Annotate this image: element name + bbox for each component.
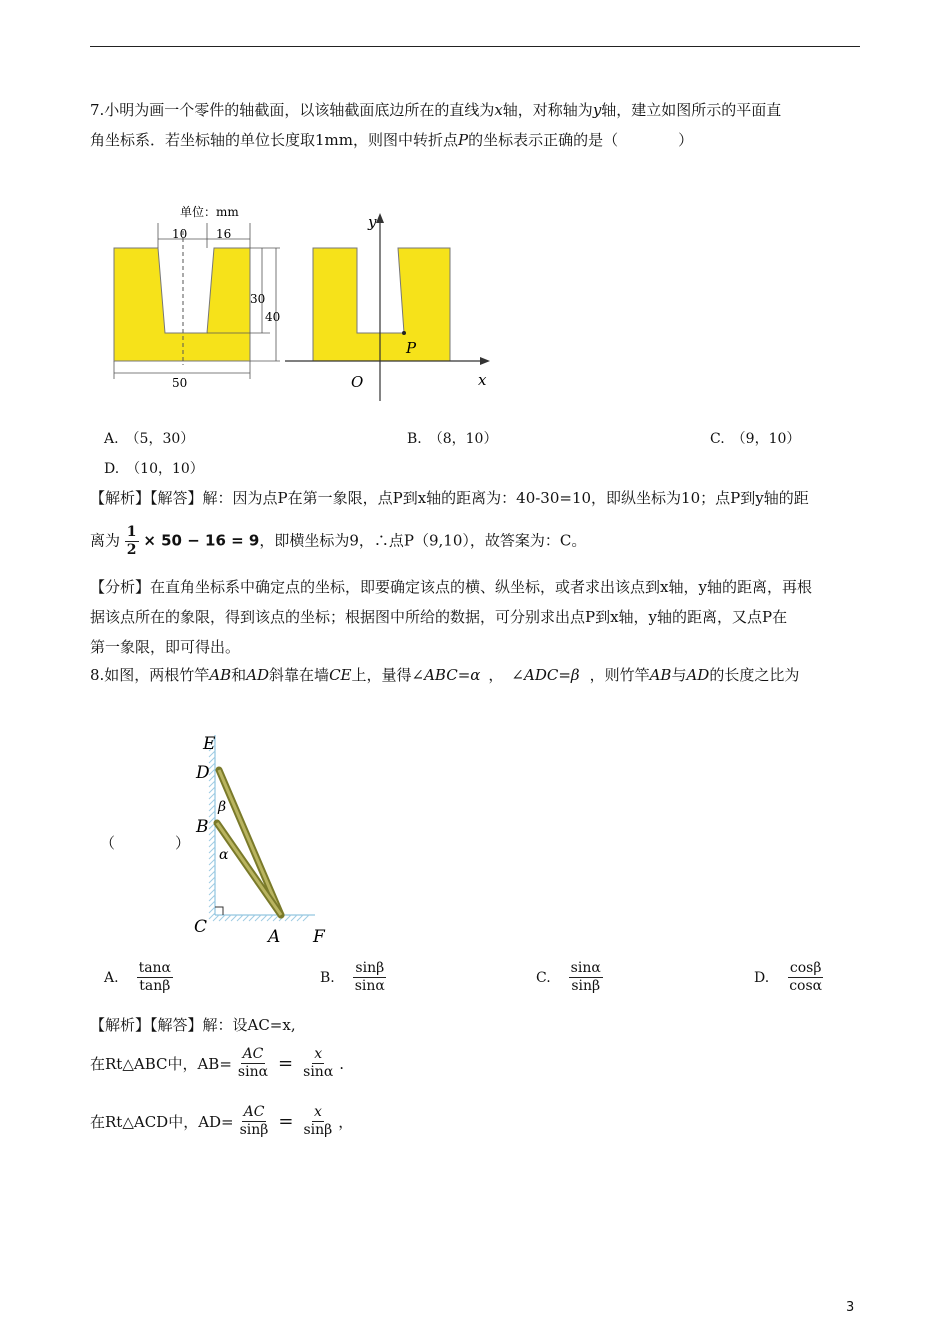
q8-option-a: A. $\frac{\tan\alpha}{\tan\beta}$ <box>104 960 172 994</box>
half-fraction: $\frac{1}{2}$ <box>126 524 137 558</box>
label-beta: β <box>218 799 227 815</box>
label-b: B <box>196 817 209 837</box>
label-d: D <box>196 763 210 783</box>
q7-analysis-line2: 离为 $\frac{1}{2}$ × 50 − 16 = 9，即横坐标为9，∴点P（9,10），故答案为：C。 <box>90 524 587 558</box>
q7-fenxi-line2: 据该点所在的象限，得到该点的坐标；根据图中所给的数据，可分别求出点P到x轴，y轴的距离，又点P在 <box>90 608 788 626</box>
q8-solution-line1: 【解析】【解答】解：设AC=x, <box>90 1016 296 1034</box>
label-c: C <box>194 917 208 937</box>
page-number: 3 <box>846 1300 855 1315</box>
point-p-label: P <box>406 339 417 357</box>
header-rule <box>90 46 860 47</box>
q8-answer-blank: （ ） <box>100 834 191 852</box>
dim-50: 50 <box>172 376 188 390</box>
q8-solution-line2: 在Rt△ABC中，AB= $\frac{AC}{\sin\alpha}$ = $\frac{x}{\sin\alpha}$ . <box>90 1046 345 1080</box>
q7-option-d: D. （10，10） <box>104 461 204 477</box>
q7-stem-line2: 角坐标系．若坐标轴的单位长度取1mm，则图中转折点P的坐标表示正确的是（ ） <box>90 131 694 149</box>
q7-fenxi-line3: 第一象限，即可得出。 <box>90 638 241 656</box>
part-cross-section-right <box>313 248 450 361</box>
q7-stem-line1: 7.小明为画一个零件的轴截面，以该轴截面底边所在的直线为x轴，对称轴为y轴，建立如图所示的平面直 <box>90 101 782 119</box>
q7-fenxi-line1: 【分析】在直角坐标系中确定点的坐标，即要确定该点的横、纵坐标，或者求出该点到x轴，y轴的距离，再根 <box>90 578 812 596</box>
q8-option-c: C. $\frac{\sin\alpha}{\sin\beta}$ <box>536 960 601 994</box>
dim-30: 30 <box>250 292 266 306</box>
q7-option-a: A. （5，30） <box>104 431 195 447</box>
q8-solution-line3: 在Rt△ACD中，AD= $\frac{AC}{\sin\beta}$ = $\frac{x}{\sin\beta}$ ， <box>90 1104 354 1138</box>
axis-x-label: x <box>478 371 487 389</box>
label-alpha: α <box>219 847 229 863</box>
q7-figure <box>100 195 500 410</box>
q7-option-c: C. （9，10） <box>710 431 801 447</box>
dim-40: 40 <box>265 310 281 324</box>
q8-option-d: D. $\frac{\cos\beta}{\cos\alpha}$ <box>754 960 823 994</box>
q8-figure <box>185 725 345 950</box>
part-cross-section-left <box>114 248 250 361</box>
label-f: F <box>313 927 325 947</box>
unit-label: 单位：mm <box>180 205 239 219</box>
dim-16: 16 <box>216 227 232 241</box>
dim-10: 10 <box>172 227 188 241</box>
axis-y-label: y <box>368 213 377 231</box>
q7-analysis-line1: 【解析】【解答】解：因为点P在第一象限，点P到x轴的距离为：40-30=10，即纵坐标为10；点P到y轴的距 <box>90 489 809 507</box>
label-a: A <box>268 927 281 947</box>
q8-stem-line1: 8.如图，两根竹竿AB和AD斜靠在墙CE上，量得∠ABC=α ， ∠ADC=β ，则竹竿AB与AD的长度之比为 <box>90 666 800 684</box>
origin-label: O <box>351 373 364 391</box>
label-e: E <box>203 734 216 754</box>
q8-option-b: B. $\frac{\sin\beta}{\sin\alpha}$ <box>320 960 385 994</box>
q7-option-b: B. （8，10） <box>407 431 498 447</box>
